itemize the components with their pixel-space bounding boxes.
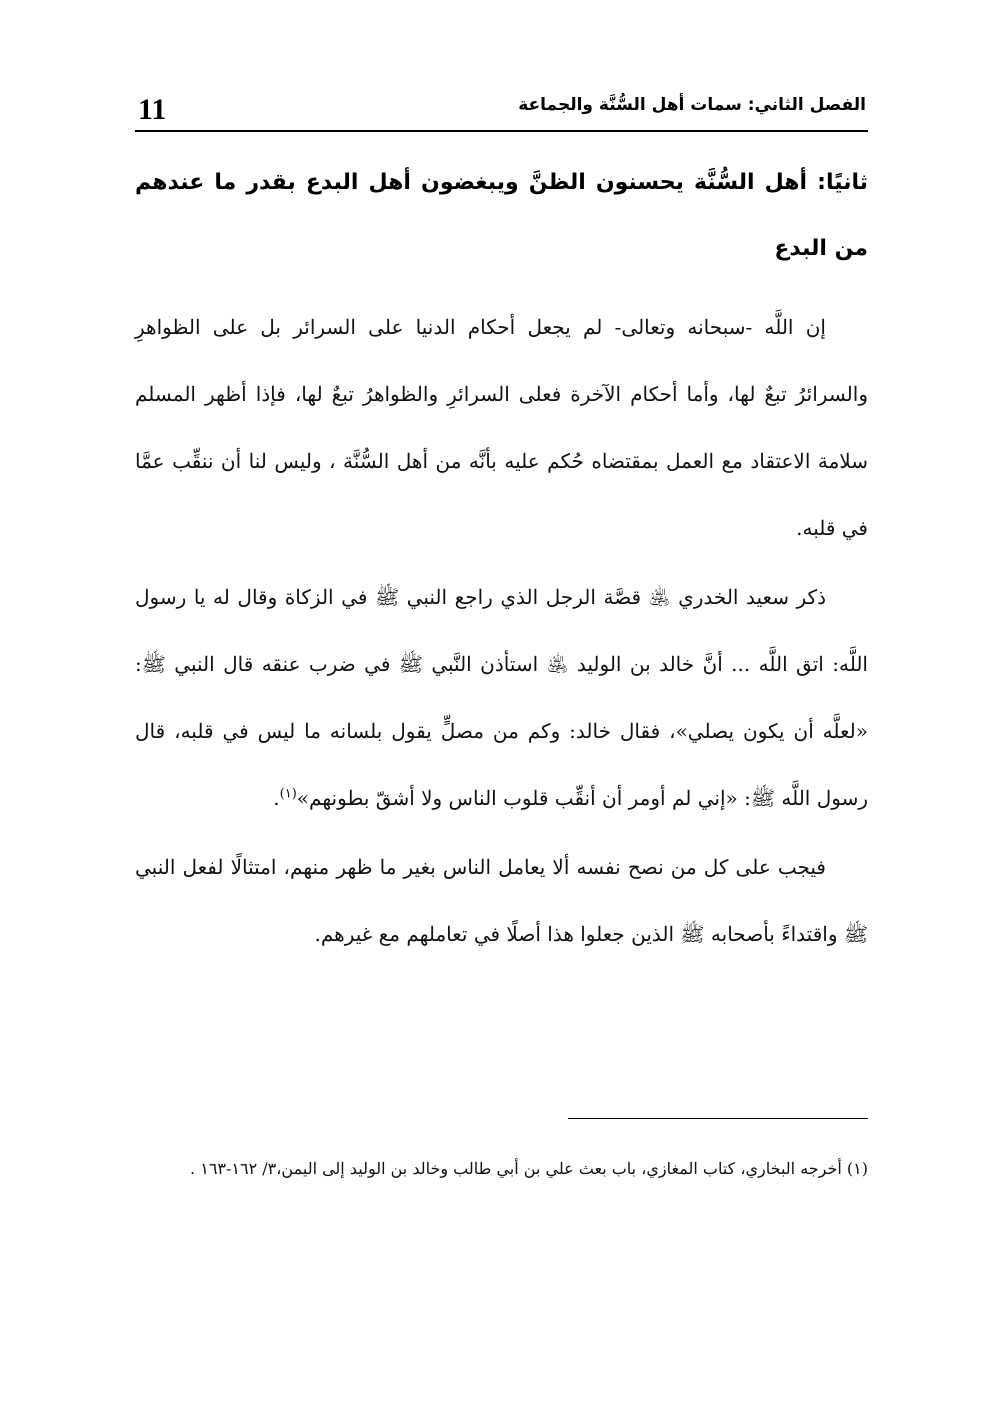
header-divider: [135, 130, 868, 132]
paragraph-2-end: .: [273, 786, 280, 810]
section-heading: ثانيًا: أهل السُّنَّة يحسنون الظنَّ ويبغضون أهل البدع بقدر ما عندهم من البدع: [135, 170, 868, 261]
paragraph-2: [135, 564, 868, 832]
paragraph-2-text: ذكر سعيد الخدري ﵁ قصَّة الرجل الذي راجع النبي ﷺ في الزكاة وقال له يا رسول اللَّه: اتق اللَّه ... أنَّ خالد بن الوليد ﵁ استأذن النَّبي ﷺ في ضرب عنقه قال النبي ﷺ: «لعلَّه أن يكون يصلي»، فقال خالد: وكم من مصلٍّ يقول بلسانه ما ليس في قلبه، قال رسول اللَّه ﷺ: «إني لم أومر أن أنقِّب قلوب الناس ولا أشقّ بطونهم»: [135, 585, 869, 810]
paragraph-1: إن اللَّه -سبحانه وتعالى- لم يجعل أحكام الدنيا على السرائر بل على الظواهرِ والسرائرُ تبعٌ لها، وأما أحكام الآخرة فعلى السرائرِ والظواهرُ تبعٌ لها، فإذا أظهر المسلم سلامة الاعتقاد مع العمل بمقتضاه حُكم عليه بأنَّه من أهل السُّنَّة ، وليس لنا أن ننقِّب عمَّا في قلبه.: [135, 315, 868, 540]
footnote-1: (١) أخرجه البخاري، كتاب المغازي، باب بعث علي بن أبي طالب وخالد بن الوليد إلى اليمن،٣/ ١٦٢-١٦٣ .: [190, 1159, 868, 1178]
page-number: 11: [138, 93, 167, 126]
chapter-title: الفصل الثاني: سمات أهل السُّنَّة والجماعة: [518, 95, 866, 115]
page-body: [135, 150, 868, 970]
footnote-marker[interactable]: (١): [279, 786, 297, 802]
paragraph-3: فيجب على كل من نصح نفسه ألا يعامل الناس بغير ما ظهر منهم، امتثالًا لفعل النبي ﷺ واقتداءً بأصحابه ﷺ الذين جعلوا هذا أصلًا في تعاملهم مع غيرهم.: [135, 855, 868, 946]
footnote-divider: [568, 1118, 868, 1119]
